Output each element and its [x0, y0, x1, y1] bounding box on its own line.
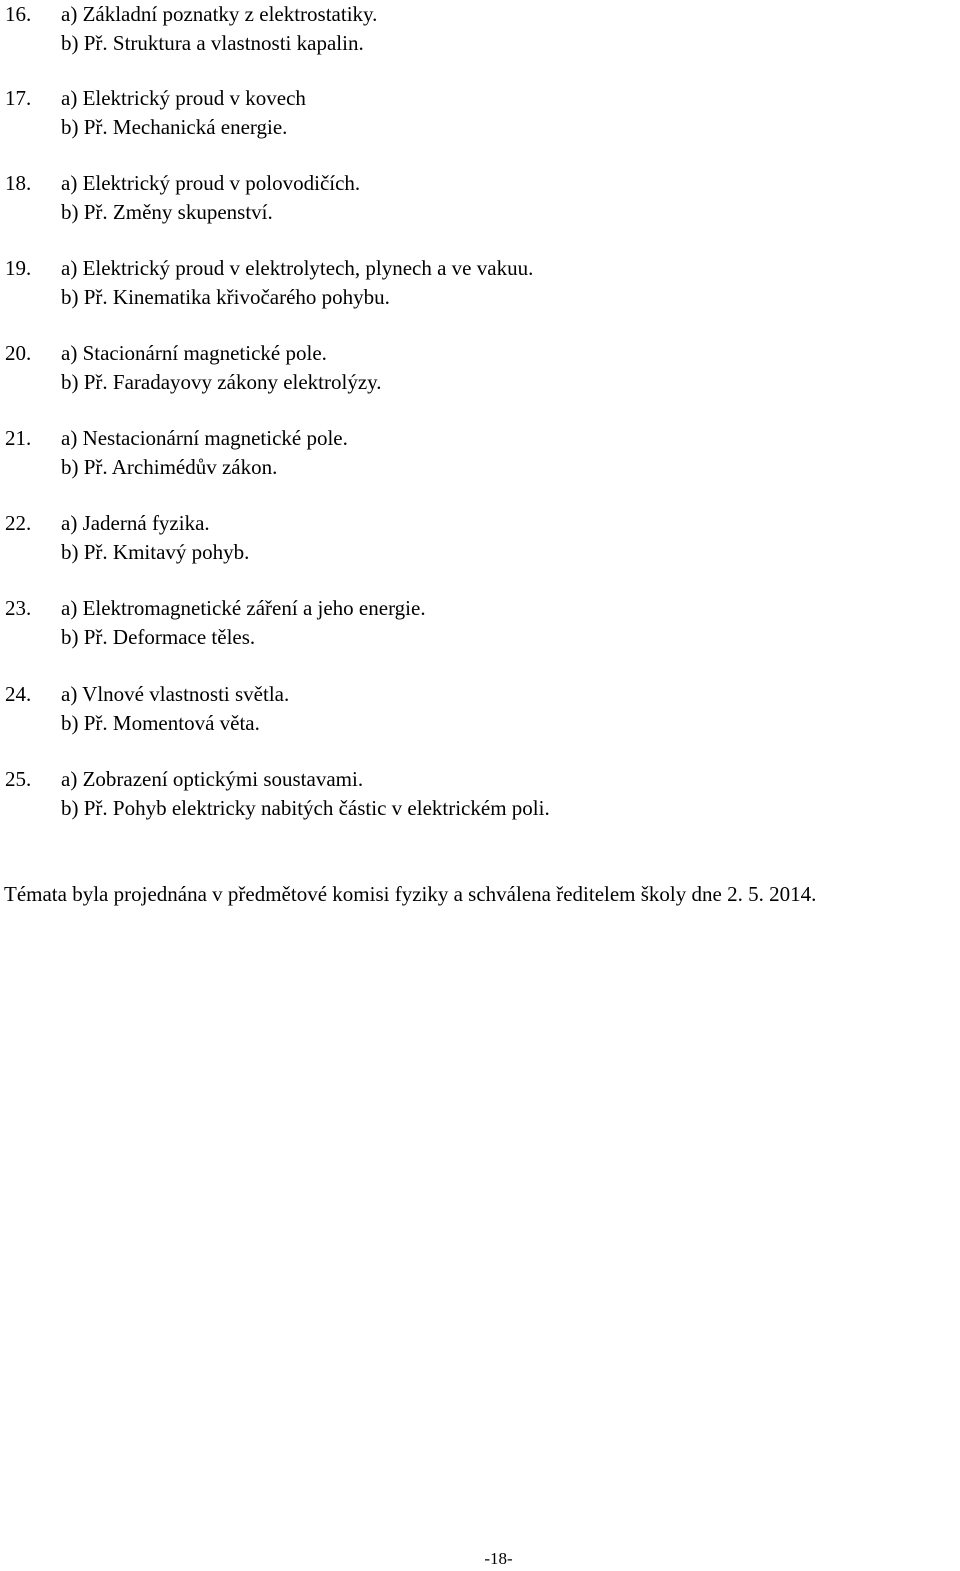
topic-subject-a: a) Základní poznatky z elektrostatiky. — [61, 2, 378, 26]
topic-subject-a: a) Elektrický proud v polovodičích. — [61, 171, 361, 195]
topic-subject-a: a) Elektromagnetické záření a jeho energie. — [61, 596, 426, 620]
topic-subject-b: b) Př. Struktura a vlastnosti kapalin. — [61, 30, 364, 55]
topic-subject-b: b) Př. Mechanická energie. — [61, 114, 288, 139]
topic-item — [0, 169, 940, 226]
topic-subject-b: b) Př. Momentová věta. — [61, 710, 260, 735]
topic-line-a — [0, 339, 940, 368]
topic-item — [0, 0, 940, 57]
topic-line-b — [0, 198, 940, 227]
topic-subject-b: b) Př. Kinematika křivočarého pohybu. — [61, 284, 390, 309]
topic-subject-b: b) Př. Deformace těles. — [61, 624, 256, 649]
topic-line-a — [0, 765, 940, 794]
topic-line-b — [0, 794, 940, 823]
topic-item — [0, 765, 940, 822]
topic-number: 24. — [5, 682, 32, 706]
topic-subject-b: b) Př. Změny skupenství. — [61, 199, 273, 224]
topic-number: 17. — [5, 86, 32, 110]
topic-line-a — [0, 169, 940, 198]
topic-subject-a: a) Zobrazení optickými soustavami. — [61, 767, 364, 791]
topic-line-b — [0, 283, 940, 312]
topic-item — [0, 594, 940, 651]
topic-line-a — [0, 0, 940, 29]
topic-line-b — [0, 368, 940, 397]
topic-line-a — [0, 594, 940, 623]
topic-subject-a: a) Elektrický proud v kovech — [61, 86, 306, 110]
topic-number: 25. — [5, 767, 32, 791]
topic-number: 21. — [5, 426, 32, 450]
topic-item — [0, 509, 940, 566]
topic-item — [0, 254, 940, 311]
topic-subject-a: a) Jaderná fyzika. — [61, 511, 210, 535]
topic-subject-b: b) Př. Archimédův zákon. — [61, 454, 278, 479]
topic-item — [0, 424, 940, 481]
topic-subject-a: a) Nestacionární magnetické pole. — [61, 426, 348, 450]
topic-line-b — [0, 29, 940, 58]
topic-line-b — [0, 623, 940, 652]
topic-item — [0, 339, 940, 396]
topic-line-b — [0, 538, 940, 567]
topic-line-a — [0, 84, 940, 113]
topic-line-a — [0, 424, 940, 453]
topic-subject-a: a) Elektrický proud v elektrolytech, plynech a ve vakuu. — [61, 256, 534, 280]
topic-subject-b: b) Př. Faradayovy zákony elektrolýzy. — [61, 369, 382, 394]
topic-subject-a: a) Vlnové vlastnosti světla. — [61, 682, 290, 706]
topic-line-b — [0, 709, 940, 738]
topic-number: 20. — [5, 341, 32, 365]
topic-number: 19. — [5, 256, 32, 280]
topic-number: 22. — [5, 511, 32, 535]
topic-subject-a: a) Stacionární magnetické pole. — [61, 341, 327, 365]
topic-number: 18. — [5, 171, 32, 195]
topic-subject-b: b) Př. Pohyb elektricky nabitých částic v elektrickém poli. — [61, 795, 550, 820]
topic-item — [0, 680, 940, 737]
topic-line-a — [0, 680, 940, 709]
topic-item — [0, 84, 940, 141]
page-number: -18- — [484, 1549, 513, 1568]
topic-line-b — [0, 113, 940, 142]
approval-note: Témata byla projednána v předmětové komisi fyziky a schválena ředitelem školy dne 2. 5. 2014. — [4, 882, 817, 906]
topic-line-a — [0, 254, 940, 283]
topic-number: 23. — [5, 596, 32, 620]
topic-subject-b: b) Př. Kmitavý pohyb. — [61, 539, 250, 564]
topic-number: 16. — [5, 2, 32, 26]
topic-line-b — [0, 453, 940, 482]
topic-line-a — [0, 509, 940, 538]
